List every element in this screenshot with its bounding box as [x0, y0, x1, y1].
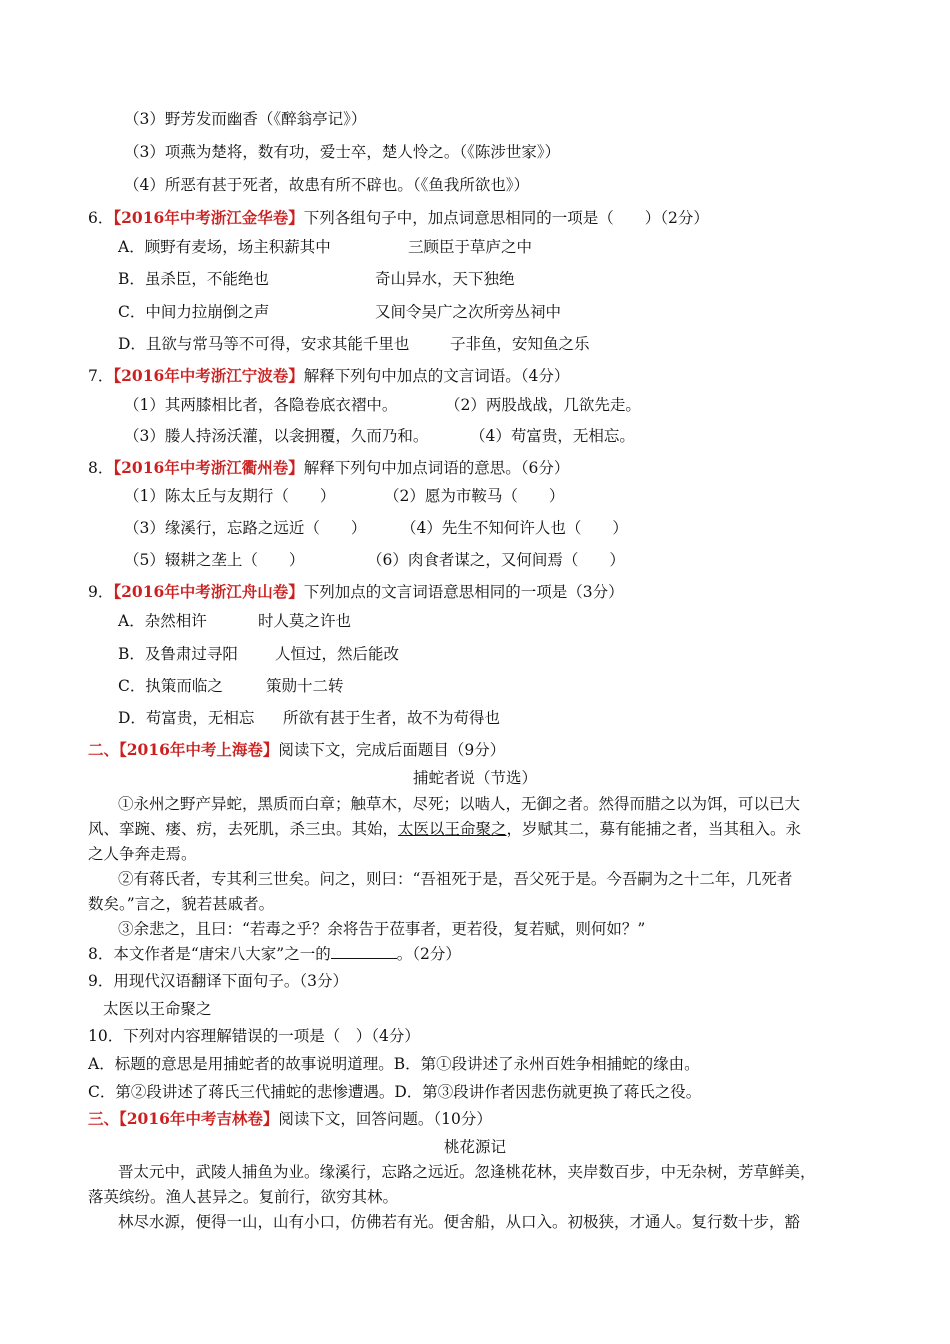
- option-a-left: A．杂然相许: [118, 612, 207, 630]
- source-tag: 【2016年中考浙江宁波卷】: [113, 366, 304, 385]
- section-text: 阅读下文，完成后面题目（9分）: [278, 741, 506, 759]
- passage-title: 捕蛇者说（节选）: [412, 769, 537, 787]
- section-text: 阅读下文，回答问题。（10分）: [278, 1110, 492, 1128]
- question-10-line: 10．下列对内容理解错误的一项是（ ）（4分）: [88, 1027, 420, 1045]
- question-number: 8．: [88, 459, 114, 477]
- passage-line: 数矣。”言之，貌若甚戚者。: [88, 895, 275, 913]
- question-7-heading: [88, 365, 569, 387]
- underlined-sentence: 太医以王命聚之: [398, 820, 507, 838]
- answer-blank[interactable]: [331, 944, 397, 959]
- item-4: （4）先生不知何许人也（ ）: [401, 519, 628, 537]
- question-text: 解释下列句中加点的文言词语。（4分）: [303, 367, 570, 385]
- question-9-line: 9．用现代汉语翻译下面句子。（3分）: [88, 972, 348, 990]
- source-tag: 【2016年中考浙江衢州卷】: [113, 458, 304, 477]
- item-2: （2）两股战战，几欲先走。: [445, 396, 641, 414]
- source-tag: 【2016年中考浙江金华卷】: [113, 208, 304, 227]
- question-number: 9．: [88, 583, 114, 601]
- option-c-right: 策勋十二转: [266, 677, 344, 695]
- option-d-right: 所欲有甚于生者，故不为苟得也: [283, 709, 501, 727]
- item-5: （5）辍耕之垄上（ ）: [124, 551, 305, 569]
- option-b-right: 奇山异水，天下独绝: [375, 270, 515, 288]
- option-d-left: D．苟富贵，无相忘: [118, 709, 255, 727]
- option-b-right: 人恒过，然后能改: [275, 645, 400, 663]
- option-b-left: B．虽杀臣，不能绝也: [118, 270, 269, 288]
- section-number: 二、: [88, 740, 120, 759]
- item-1: （1）其两膝相比者，各隐卷底衣褶中。: [124, 396, 398, 414]
- options-cd: C．第②段讲述了蒋氏三代捕蛇的悲惨遭遇。D．第③段讲作者因悲伤就更换了蒋氏之役。: [88, 1083, 702, 1101]
- section-3-heading: [88, 1108, 492, 1130]
- passage-line: 落英缤纷。渔人甚异之。复前行，欲穷其林。: [88, 1188, 399, 1206]
- section-number: 三、: [88, 1109, 120, 1128]
- question-number: 6．: [88, 209, 114, 227]
- passage-line: 林尽水源，便得一山，山有小口，仿佛若有光。便舍船，从口入。初极狭，才通人。复行数十步，豁: [118, 1213, 801, 1231]
- section-2-heading: [88, 739, 505, 761]
- source-tag: 【2016年中考上海卷】: [119, 740, 279, 759]
- passage-line: ①永州之野产异蛇，黑质而白章；触草木，尽死；以啮人，无御之者。然得而腊之以为饵，可以已大: [118, 795, 801, 813]
- option-d-right: 子非鱼，安知鱼之乐: [450, 335, 590, 353]
- question-8-heading: [88, 457, 569, 479]
- question-text: 。（2分）: [396, 945, 461, 963]
- source-tag: 【2016年中考吉林卷】: [119, 1109, 279, 1128]
- option-c-left: C．中间力拉崩倒之声: [118, 303, 270, 321]
- question-number: 7．: [88, 367, 114, 385]
- question-8-line: [88, 943, 461, 965]
- question-text: 8．本文作者是“唐宋八大家”之一的: [88, 945, 331, 963]
- line-item: （3）项燕为楚将，数有功，爱士卒，楚人怜之。（《陈涉世家》）: [124, 143, 561, 161]
- option-b-left: B．及鲁肃过寻阳: [118, 645, 238, 663]
- option-a-left: A．顾野有麦场，场主积薪其中: [118, 238, 331, 256]
- item-2: （2）愿为市鞍马（ ）: [384, 487, 565, 505]
- line-item: （3）野芳发而幽香（《醉翁亭记》）: [124, 110, 367, 128]
- question-text: 下列加点的文言词语意思相同的一项是（3分）: [303, 583, 624, 601]
- options-ab: A．标题的意思是用捕蛇者的故事说明道理。B．第①段讲述了永州百姓争相捕蛇的缘由。: [88, 1055, 700, 1073]
- passage-text: 风、挛踠、瘘、疠，去死肌，杀三虫。其始，: [88, 820, 399, 838]
- option-d-left: D．且欲与常马等不可得，安求其能千里也: [118, 335, 410, 353]
- translation-sentence: 太医以王命聚之: [103, 1000, 212, 1018]
- line-item: （4）所恶有甚于死者，故患有所不辟也。（《鱼我所欲也》）: [124, 176, 530, 194]
- passage-text: ，岁赋其二，募有能捕之者，当其租入。永: [506, 820, 802, 838]
- option-a-right: 三顾臣于草庐之中: [408, 238, 533, 256]
- item-4: （4）苟富贵，无相忘。: [470, 427, 635, 445]
- question-6-heading: [88, 207, 709, 229]
- item-1: （1）陈太丘与友期行（ ）: [124, 487, 336, 505]
- option-a-right: 时人莫之许也: [258, 612, 352, 630]
- option-c-right: 又间令吴广之次所旁丛祠中: [375, 303, 562, 321]
- passage-line: 晋太元中，武陵人捕鱼为业。缘溪行，忘路之远近。忽逢桃花林，夹岸数百步，中无杂树，芳草鲜美，: [118, 1163, 816, 1181]
- passage-line: ③余悲之，且曰：“若毒之乎？余将告于莅事者，更若役，复若赋，则何如？”: [118, 920, 646, 938]
- question-text: 下列各组句子中，加点词意思相同的一项是（ ）（2分）: [303, 209, 709, 227]
- question-9-heading: [88, 581, 624, 603]
- item-3: （3）缘溪行，忘路之远近（ ）: [124, 519, 367, 537]
- item-6: （6）肉食者谋之，又何间焉（ ）: [367, 551, 625, 569]
- passage-title: 桃花源记: [443, 1138, 506, 1156]
- source-tag: 【2016年中考浙江舟山卷】: [113, 582, 304, 601]
- passage-line: 之人争奔走焉。: [88, 845, 197, 863]
- item-3: （3）媵人持汤沃灌，以衾拥覆，久而乃和。: [124, 427, 429, 445]
- passage-line: ②有蒋氏者，专其利三世矣。问之，则曰：“吾祖死于是，吾父死于是。今吾嗣为之十二年，几死者: [118, 870, 793, 888]
- option-c-left: C．执策而临之: [118, 677, 223, 695]
- question-text: 解释下列句中加点词语的意思。（6分）: [303, 459, 570, 477]
- passage-line: [88, 818, 801, 840]
